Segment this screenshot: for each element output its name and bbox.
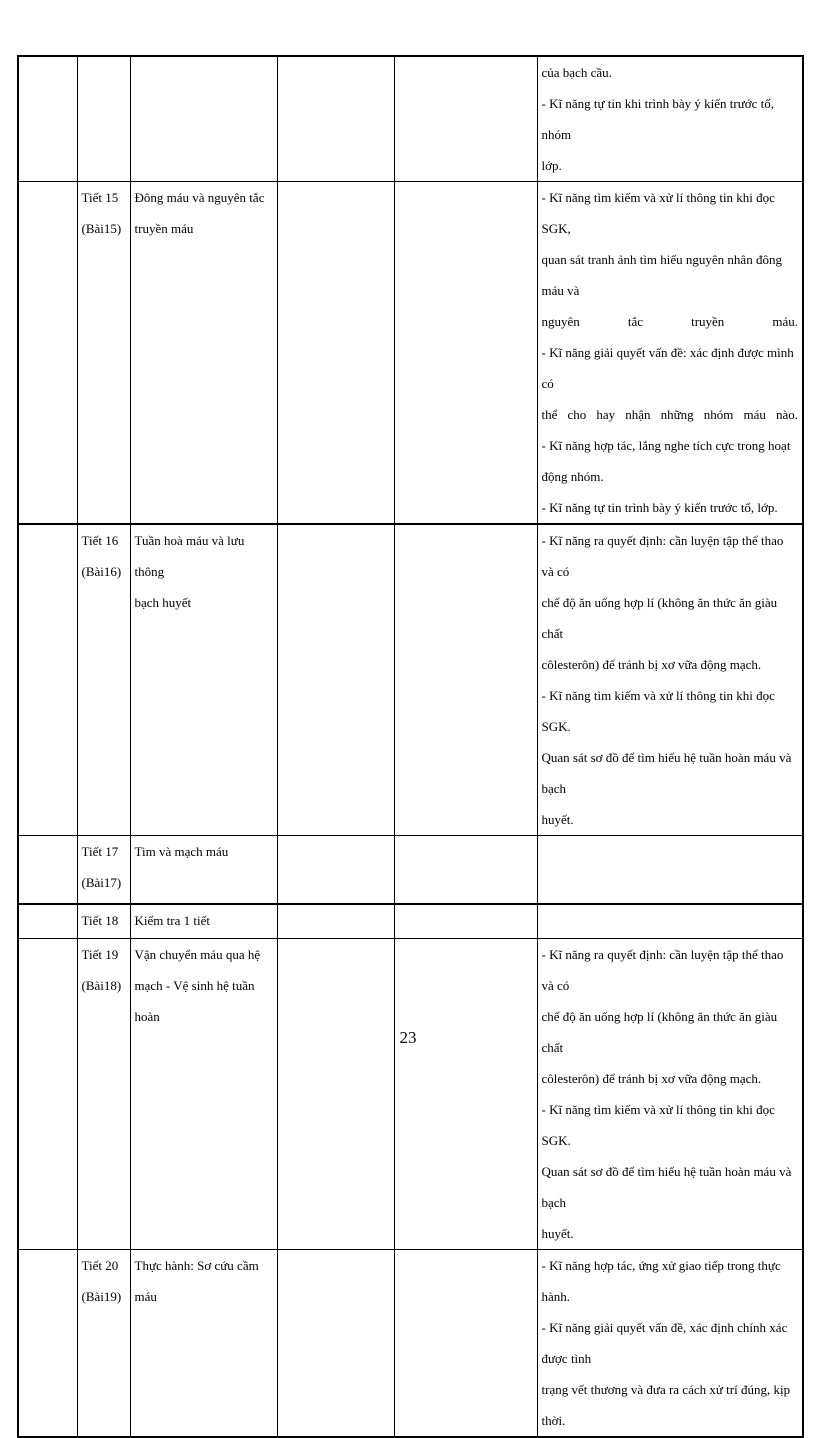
skill-line: quan sát tranh ảnh tìm hiểu nguyên nhân đông máu và [541,252,782,298]
skill-line: của bạch cầu. [541,65,612,80]
week-cell [18,1250,77,1438]
lesson-title-line: Tuần hoà máu và lưu thông [134,533,245,579]
week-cell [18,524,77,836]
period-label: Tiết 18 [81,912,119,928]
period-label: Tiết 19 [81,947,119,962]
skill-line: - Kĩ năng tự tin khi trình bày ý kiến trước tổ, nhóm [541,96,775,142]
page-number: 23 [399,1028,417,1047]
skill-line: - Kĩ năng giải quyết vấn đề, xác định chính xác được tình [541,1320,788,1366]
week-cell [18,939,77,1250]
lesson-title-cell [130,939,277,1250]
skills-cell [537,56,803,182]
skill-line: côlesterôn) để tránh bị xơ vữa động mạch. [541,1071,762,1086]
week-cell [18,56,77,182]
lesson-title-line: Kiểm tra 1 tiết [134,912,210,928]
lesson-number: (Bài15) [81,221,122,236]
lesson-title-cell [130,182,277,525]
skill-line: thể cho hay nhận những nhóm máu nào. [541,407,798,422]
skill-line: huyết. [541,1226,574,1241]
period-cell [77,1250,130,1438]
skills-cell [537,182,803,525]
skill-line: Quan sát sơ đồ để tìm hiểu hệ tuần hoàn máu và bạch [541,1164,792,1210]
empty-cell [394,1250,537,1438]
period-label: Tiết 20 [81,1258,119,1273]
empty-cell [277,836,394,904]
empty-cell [394,182,537,525]
lesson-title-line: mạch - Vệ sinh hệ tuần hoàn [134,978,255,1024]
skill-line: - Kĩ năng giải quyết vấn đề: xác định được mình có [541,345,794,391]
lesson-title-line: truyền máu [134,221,194,236]
skill-line: lớp. [541,158,562,173]
lesson-plan-table [17,55,804,1438]
lesson-title-cell [130,836,277,904]
skill-line: chế độ ăn uống hợp lí (không ăn thức ăn giàu chất [541,595,778,641]
period-cell [77,939,130,1250]
table-row [18,836,803,904]
skill-line: Quan sát sơ đồ để tìm hiểu hệ tuần hoàn máu và bạch [541,750,792,796]
week-cell [18,182,77,525]
lesson-title-cell [130,904,277,939]
skills-cell [537,524,803,836]
empty-cell [277,904,394,939]
lesson-title-cell [130,56,277,182]
table-row [18,1250,803,1438]
table-row [18,524,803,836]
skill-line: trạng vết thương và đưa ra cách xử trí đúng, kịp thời. [541,1382,791,1428]
empty-cell [277,1250,394,1438]
empty-cell [277,56,394,182]
skill-line: - Kĩ năng hợp tác, lắng nghe tích cực trong hoạt động nhóm. [541,438,791,484]
skills-cell [537,836,803,904]
skill-line: côlesterôn) để tránh bị xơ vữa động mạch. [541,657,762,672]
empty-cell [394,56,537,182]
period-label: Tiết 16 [81,533,119,548]
lesson-title-line: Tim và mạch máu [134,844,229,859]
lesson-number: (Bài17) [81,875,122,890]
lesson-title-line: bạch huyết [134,595,192,610]
lesson-title-line: Đông máu và nguyên tắc [134,190,265,205]
skill-line: - Kĩ năng tìm kiếm và xử lí thông tin khi đọc SGK, [541,190,775,236]
period-cell [77,524,130,836]
week-cell [18,836,77,904]
skill-line: - Kĩ năng tìm kiếm và xử lí thông tin khi đọc SGK. [541,1102,775,1148]
empty-cell [394,939,537,1250]
skills-cell [537,939,803,1250]
empty-cell [394,904,537,939]
lesson-title-line: Thực hành: Sơ cứu cầm máu [134,1258,259,1304]
skills-cell [537,1250,803,1438]
empty-cell [277,939,394,1250]
skill-line: - Kĩ năng hợp tác, ứng xử giao tiếp trong thực hành. [541,1258,781,1304]
empty-cell [277,182,394,525]
table-row [18,904,803,939]
table-row [18,182,803,525]
skill-line: - Kĩ năng tìm kiếm và xử lí thông tin khi đọc SGK. [541,688,775,734]
skill-line: nguyên tắc truyền máu. [541,314,798,329]
period-label: Tiết 17 [81,844,119,859]
skill-line: chế độ ăn uống hợp lí (không ăn thức ăn giàu chất [541,1009,778,1055]
lesson-number: (Bài18) [81,978,122,993]
lesson-number: (Bài19) [81,1289,122,1304]
lesson-title-cell [130,524,277,836]
lesson-number: (Bài16) [81,564,122,579]
week-cell [18,904,77,939]
skill-line: - Kĩ năng tự tin trình bày ý kiến trước tổ, lớp. [541,500,778,515]
empty-cell [277,524,394,836]
period-cell [77,904,130,939]
table-row [18,939,803,1250]
table-row [18,56,803,182]
skill-line: - Kĩ năng ra quyết định: cần luyện tập thể thao và có [541,533,784,579]
period-cell [77,56,130,182]
lesson-title-cell [130,1250,277,1438]
skills-cell [537,904,803,939]
empty-cell [394,524,537,836]
period-cell [77,182,130,525]
period-label: Tiết 15 [81,190,119,205]
period-cell [77,836,130,904]
lesson-title-line: Vận chuyển máu qua hệ [134,947,261,962]
skill-line: huyết. [541,812,574,827]
empty-cell [394,836,537,904]
skill-line: - Kĩ năng ra quyết định: cần luyện tập thể thao và có [541,947,784,993]
